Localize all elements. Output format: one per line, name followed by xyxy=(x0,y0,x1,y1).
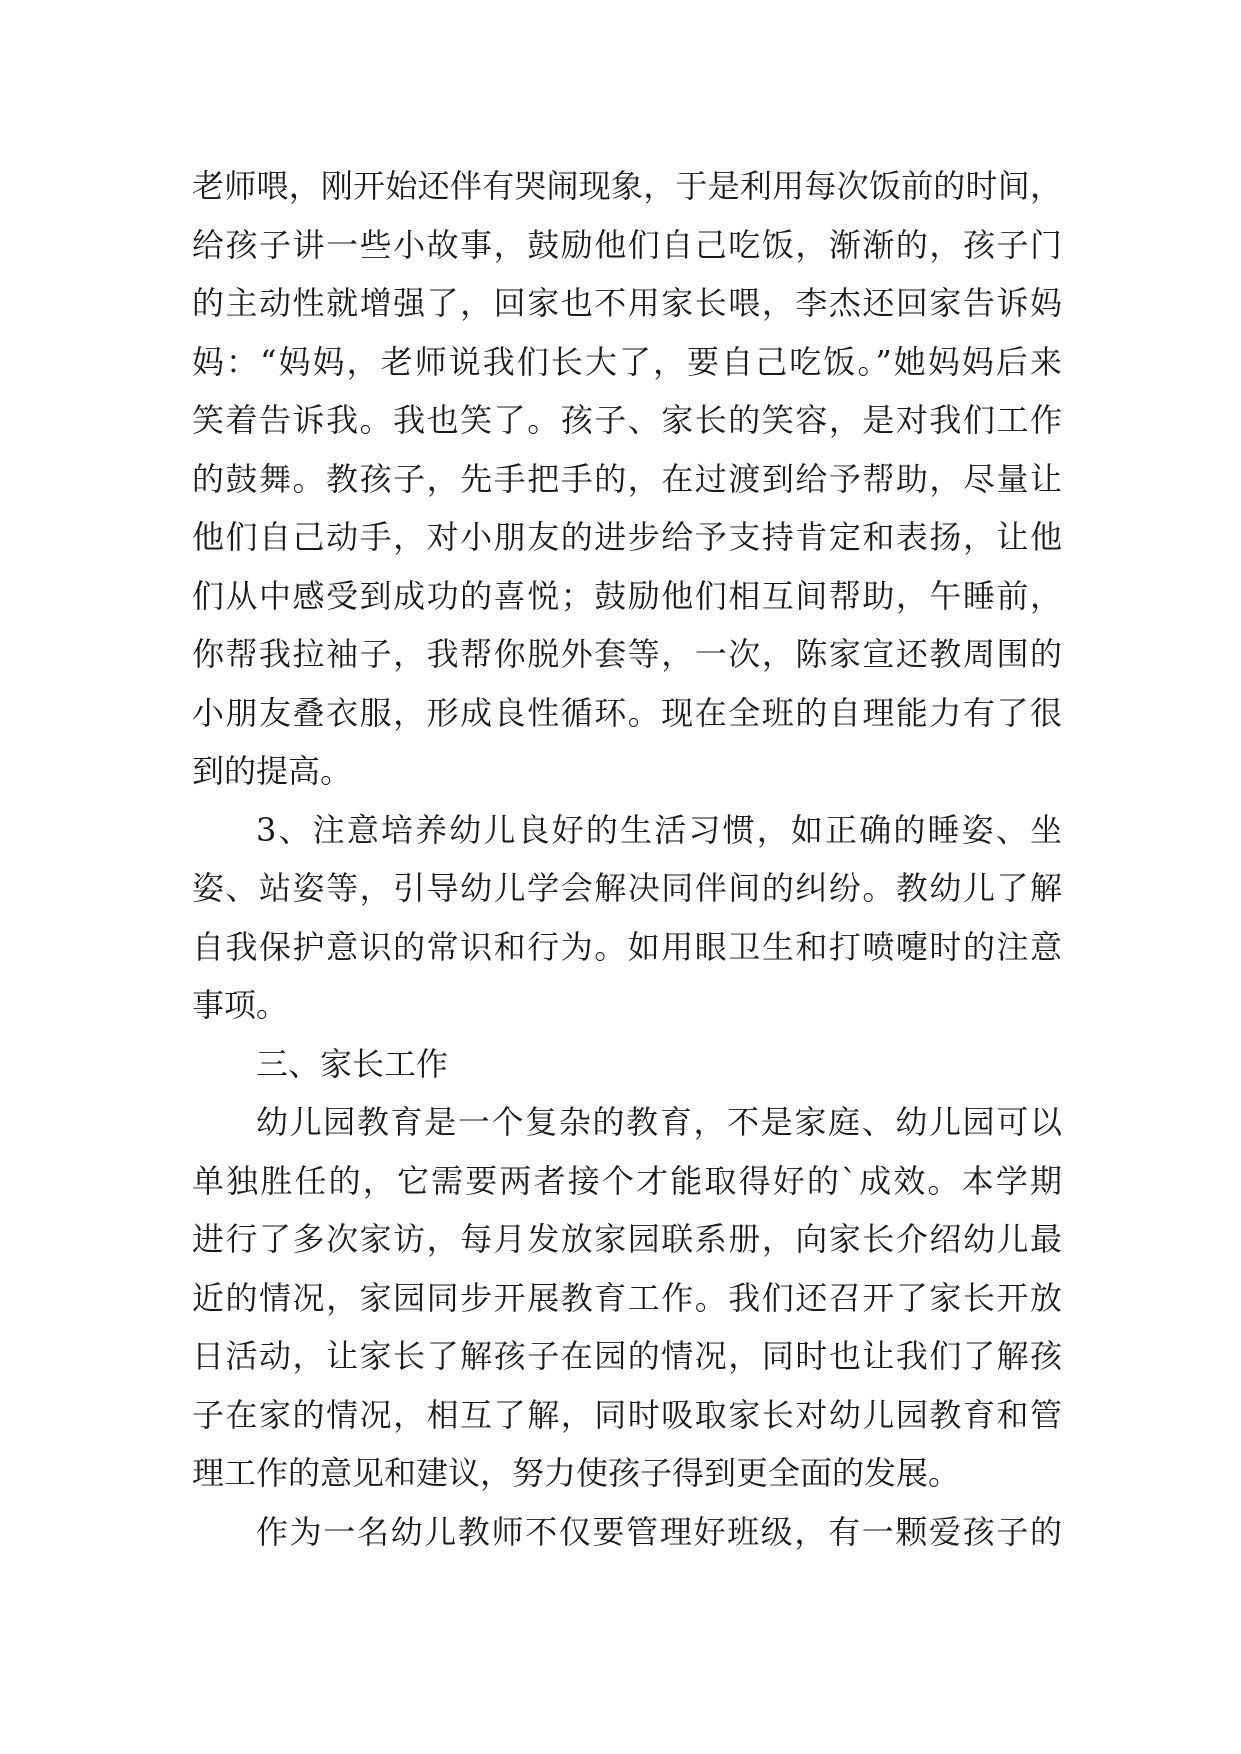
text-line: 给孩子讲一些小故事，鼓励他们自己吃饭，渐渐的，孩子门 xyxy=(192,225,1062,264)
text-line: 子在家的情况，相互了解，同时吸取家长对幼儿园教育和管 xyxy=(192,1395,1062,1434)
text-line: 幼儿园教育是一个复杂的教育，不是家庭、幼儿园可以 xyxy=(256,1103,1062,1141)
text-line: 笑着告诉我。我也笑了。孩子、家长的笑容，是对我们工作 xyxy=(192,401,1062,439)
text-line: 近的情况，家园同步开展教育工作。我们还召开了家长开放 xyxy=(192,1278,1062,1317)
text-line: 的鼓舞。教孩子，先手把手的，在过渡到给予帮助，尽量让 xyxy=(192,459,1062,498)
text-line: 进行了多次家访，每月发放家园联系册，向家长介绍幼儿最 xyxy=(192,1220,1062,1258)
text-line: 作为一名幼儿教师不仅要管理好班级，有一颗爱孩子的 xyxy=(256,1512,1062,1551)
text-line: 的主动性就增强了，回家也不用家长喂，李杰还回家告诉妈 xyxy=(192,284,1062,322)
text-line: 理工作的意见和建议，努力使孩子得到更全面的发展。 xyxy=(192,1454,961,1492)
document-body xyxy=(192,157,1062,1561)
text-line: 老师喂，刚开始还伴有哭闹现象，于是利用每次饭前的时间， xyxy=(192,167,1062,205)
text-line: 你帮我拉袖子，我帮你脱外套等，一次，陈家宣还教周围的 xyxy=(192,635,1062,673)
text-line: 们从中感受到成功的喜悦；鼓励他们相互间帮助，午睡前， xyxy=(192,576,1062,615)
text-line: 他们自己动手，对小朋友的进步给予支持肯定和表扬，让他 xyxy=(192,518,1062,556)
text-line: 日活动，让家长了解孩子在园的情况，同时也让我们了解孩 xyxy=(192,1337,1062,1375)
paragraph-teacher-role xyxy=(192,1503,1062,1562)
section-heading xyxy=(192,1035,1062,1094)
text-line: 单独胜任的，它需要两者接个才能取得好的`成效。本学期 xyxy=(192,1161,1062,1200)
paragraph-habits xyxy=(192,801,1062,1035)
paragraph-parent-work xyxy=(192,1093,1062,1503)
text-line: 小朋友叠衣服，形成良性循环。现在全班的自理能力有了很 xyxy=(192,693,1062,732)
text-line: 到的提高。 xyxy=(192,752,353,790)
paragraph-self-care xyxy=(192,157,1062,801)
heading-line: 三、家长工作 xyxy=(256,1044,449,1083)
text-line: 事项。 xyxy=(192,986,289,1024)
text-line: 妈：“妈妈，老师说我们长大了，要自己吃饭。”她妈妈后来 xyxy=(192,342,1062,381)
text-line: 自我保护意识的常识和行为。如用眼卫生和打喷嚏时的注意 xyxy=(192,927,1062,966)
text-line: 姿、站姿等，引导幼儿学会解决同伴间的纠纷。教幼儿了解 xyxy=(192,869,1062,907)
text-line: 3、注意培养幼儿良好的生活习惯，如正确的睡姿、坐 xyxy=(256,810,1062,849)
